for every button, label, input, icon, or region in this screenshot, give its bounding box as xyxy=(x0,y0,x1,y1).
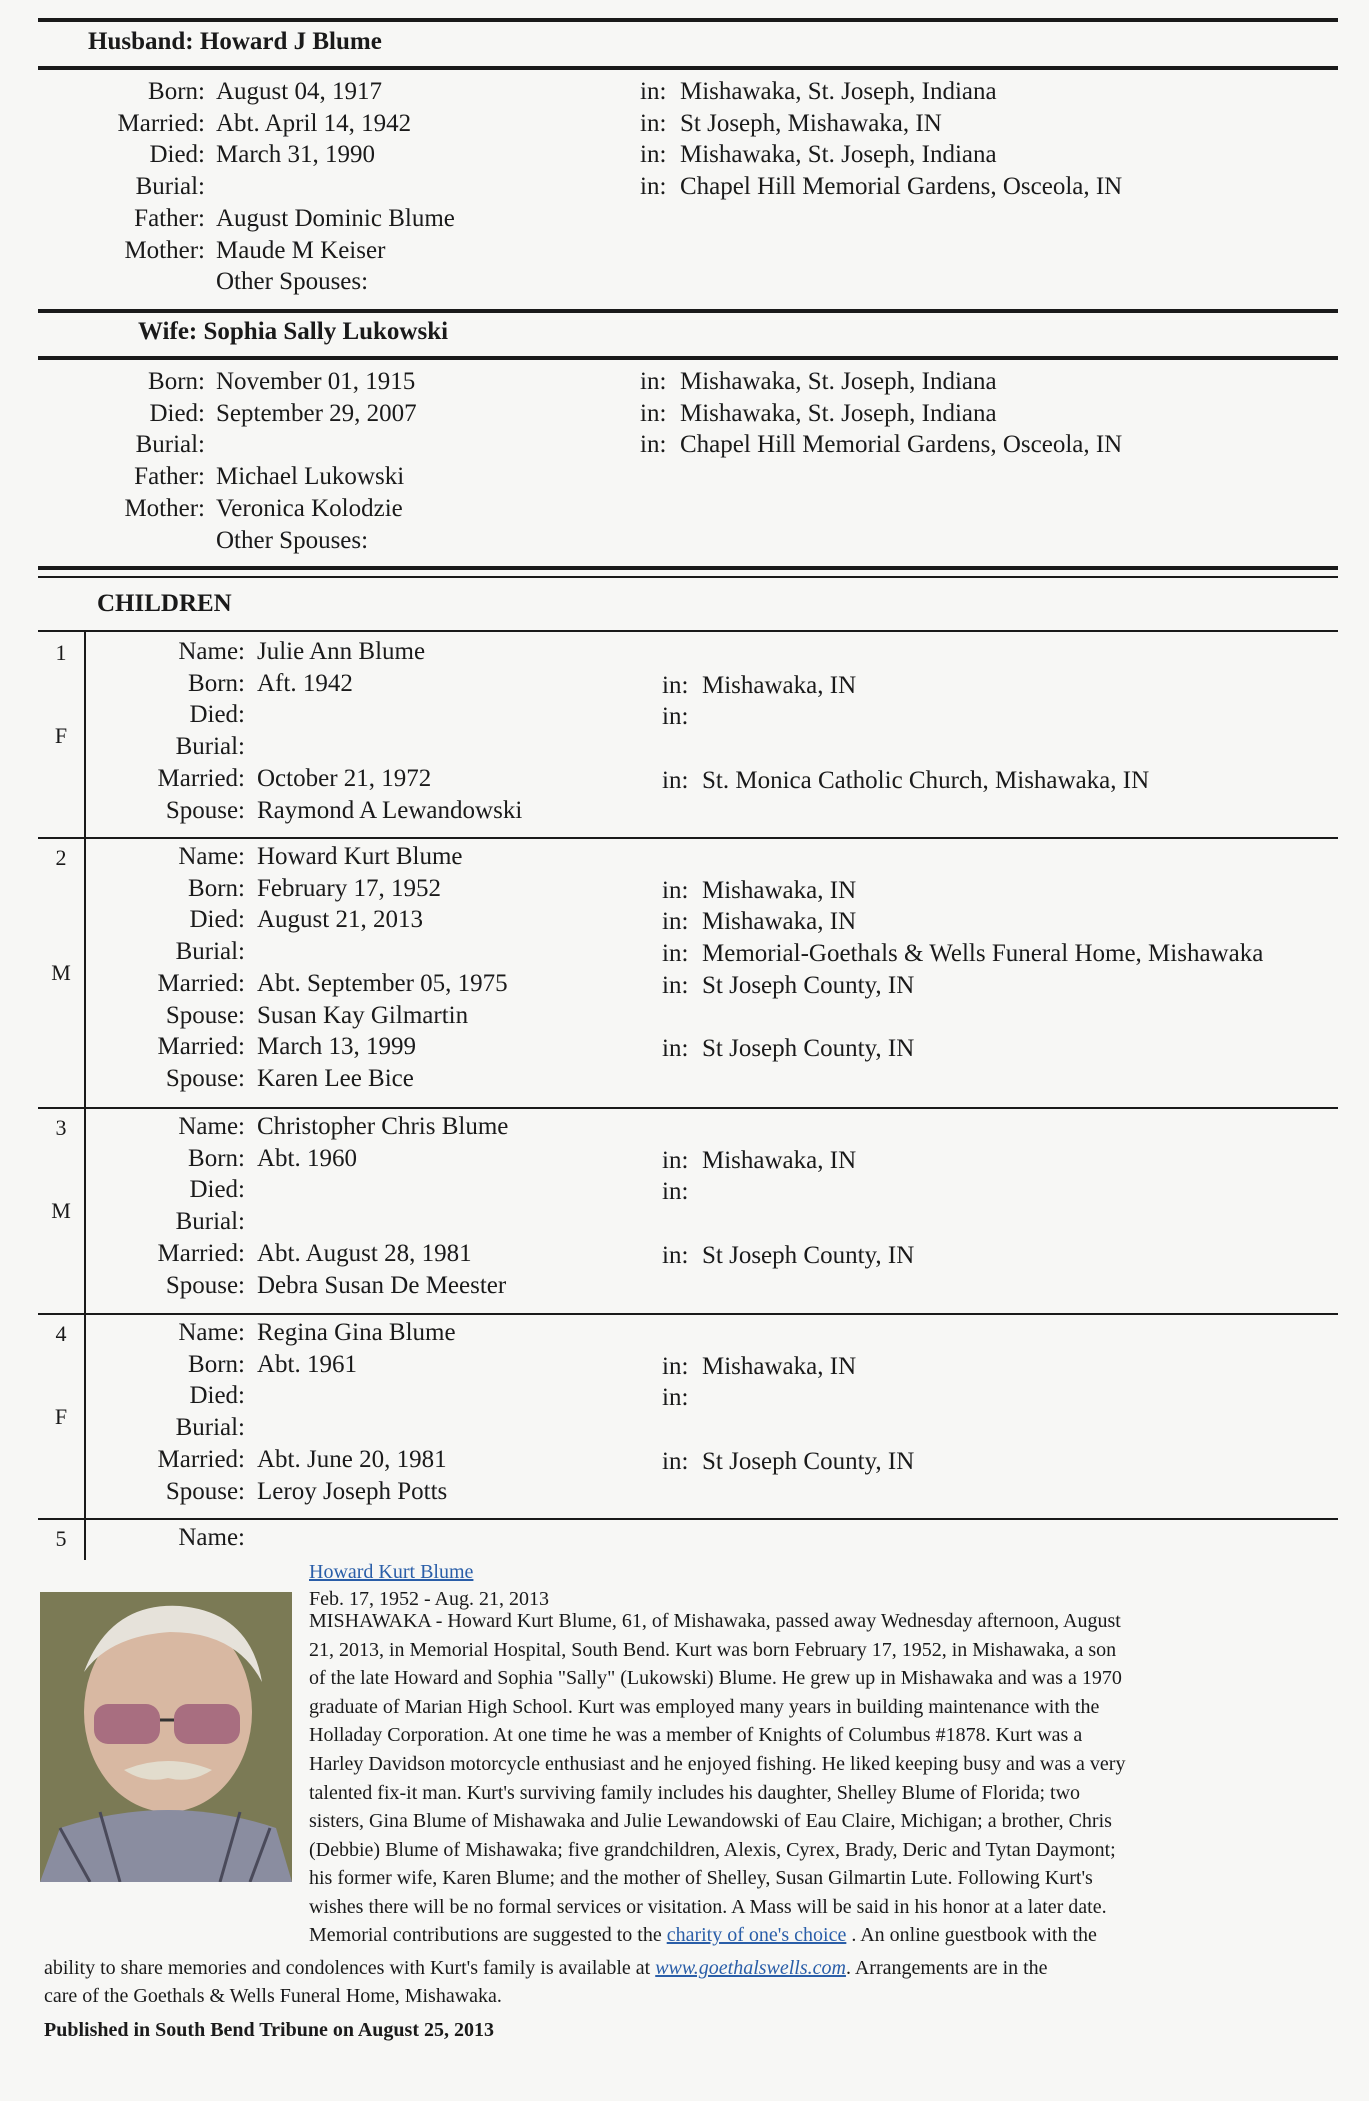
obituary-line: MISHAWAKA - Howard Kurt Blume, 61, of Mishawaka, passed away Wednesday afternoon, August xyxy=(309,1610,1121,1632)
child-divider xyxy=(38,1313,1338,1315)
in-label: in: xyxy=(662,1241,689,1269)
obituary-memorial-line xyxy=(309,1925,1097,1947)
share-text-end: . Arrangements are in the xyxy=(845,1957,1048,1979)
child-number: 3 xyxy=(55,1115,67,1140)
in-label: in: xyxy=(640,399,667,427)
obituary-dates: Feb. 17, 1952 - Aug. 21, 2013 xyxy=(309,1588,549,1610)
in-label: in: xyxy=(662,1178,689,1206)
field-label: Married: xyxy=(117,109,205,137)
obituary-line: talented fix-it man. Kurt's surviving family includes his daughter, Shelley Blume of Florida; two xyxy=(309,1781,1081,1804)
field-label: Burial: xyxy=(135,431,205,459)
obituary-line: (Debbie) Blume of Mishawaka; five grandchildren, Alexis, Cyrex, Brady, Deric and Tytan Daymont; xyxy=(309,1838,1116,1861)
child-field-label: Burial: xyxy=(175,1208,245,1236)
field-value: Veronica Kolodzie xyxy=(216,494,403,522)
in-label: in: xyxy=(662,940,689,968)
child-field-value: Debra Susan De Meester xyxy=(257,1271,507,1299)
place-value: Mishawaka, St. Joseph, Indiana xyxy=(680,368,997,395)
husband-name: Howard J Blume xyxy=(199,28,382,55)
published-note: Published in South Bend Tribune on August 25, 2013 xyxy=(44,2019,494,2041)
child-field-value: October 21, 1972 xyxy=(257,764,432,792)
top-rule xyxy=(38,18,1338,22)
child-field-value: Raymond A Lewandowski xyxy=(257,796,523,824)
child-field-value: Abt. June 20, 1981 xyxy=(257,1445,447,1473)
field-value: Other Spouses: xyxy=(216,526,369,554)
child-divider xyxy=(38,1107,1338,1109)
child-number: 5 xyxy=(55,1526,67,1551)
field-label: Father: xyxy=(134,204,205,232)
wife-name: Sophia Sally Lukowski xyxy=(203,318,449,345)
child-field-label: Name: xyxy=(178,843,245,870)
child-divider xyxy=(38,837,1338,839)
obituary-care-line: care of the Goethals & Wells Funeral Home, Mishawaka. xyxy=(44,1985,502,2007)
child-field-value: Abt. August 28, 1981 xyxy=(257,1239,472,1267)
child-field-value: Karen Lee Bice xyxy=(257,1064,414,1092)
child-field-label: Name: xyxy=(178,1113,245,1140)
child-field-label: Name: xyxy=(178,638,245,665)
child-field-value: Regina Gina Blume xyxy=(257,1319,456,1346)
child-field-label: Married: xyxy=(157,969,245,997)
in-label: in: xyxy=(662,1384,689,1412)
husband-rule xyxy=(38,66,1338,70)
place-value: St. Monica Catholic Church, Mishawaka, IN xyxy=(702,766,1150,794)
obituary-name-link[interactable] xyxy=(309,1562,473,1584)
child-field-label: Died: xyxy=(189,906,245,934)
field-label: Father: xyxy=(134,463,205,491)
child-field-label: Spouse: xyxy=(165,1064,245,1092)
husband-heading-label: Husband: xyxy=(88,28,194,55)
child-sex: M xyxy=(51,960,71,985)
child-field-label: Spouse: xyxy=(165,1001,245,1029)
wife-top-rule xyxy=(38,309,1338,313)
in-label: in: xyxy=(662,1146,689,1174)
in-label: in: xyxy=(662,766,689,794)
field-value: August 04, 1917 xyxy=(216,78,382,105)
child-field-value: Abt. 1961 xyxy=(257,1350,357,1378)
child-field-label: Died: xyxy=(189,1176,245,1204)
field-value: September 29, 2007 xyxy=(216,399,417,427)
children-heading: CHILDREN xyxy=(97,590,232,617)
obituary-share-line xyxy=(44,1958,1048,1980)
in-label: in: xyxy=(662,1035,689,1063)
field-value: November 01, 1915 xyxy=(216,368,416,395)
child-field-value: Abt. 1960 xyxy=(257,1144,357,1172)
in-label: in: xyxy=(662,671,689,699)
child-sex: F xyxy=(54,722,68,748)
child-field-label: Born: xyxy=(188,1144,245,1172)
field-value: Michael Lukowski xyxy=(216,463,405,491)
child-number: 1 xyxy=(55,640,67,665)
field-label: Born: xyxy=(148,368,205,395)
place-value: St Joseph County, IN xyxy=(702,1447,915,1475)
place-value: Mishawaka, St. Joseph, Indiana xyxy=(680,399,997,427)
children-top-rule xyxy=(38,566,1338,570)
child-field-label: Born: xyxy=(188,1350,245,1378)
in-label: in: xyxy=(662,703,689,731)
child-field-value: Abt. September 05, 1975 xyxy=(257,969,508,997)
child-field-value: February 17, 1952 xyxy=(257,874,441,902)
place-value: Chapel Hill Memorial Gardens, Osceola, IN xyxy=(680,431,1123,459)
obituary-line: of the late Howard and Sophia "Sally" (Lukowski) Blume. He grew up in Mishawaka and was a 1970 xyxy=(309,1667,1122,1690)
field-value: August Dominic Blume xyxy=(216,204,455,232)
field-label: Born: xyxy=(148,78,205,105)
child-field-label: Spouse: xyxy=(165,1271,245,1299)
in-label: in: xyxy=(662,876,689,904)
place-value: St Joseph County, IN xyxy=(702,971,915,999)
child-divider xyxy=(38,1518,1338,1520)
field-label: Mother: xyxy=(124,236,205,264)
portrait-photo xyxy=(40,1592,292,1882)
in-label: in: xyxy=(662,1352,689,1380)
child-field-value: Howard Kurt Blume xyxy=(257,843,463,870)
place-value: St Joseph, Mishawaka, IN xyxy=(680,109,942,137)
obituary-line: graduate of Marian High School. Kurt was employed many years in building maintenance with the xyxy=(309,1695,1100,1718)
place-value: Memorial-Goethals & Wells Funeral Home, Mishawaka xyxy=(702,940,1264,968)
wife-rule xyxy=(38,356,1338,360)
children-table-top xyxy=(38,630,1338,632)
memorial-text: Memorial contributions are suggested to the xyxy=(309,1924,667,1946)
child-field-label: Burial: xyxy=(175,1414,245,1442)
children-top-rule-2 xyxy=(38,576,1338,578)
child-field-label: Born: xyxy=(188,669,245,697)
place-value: Mishawaka, IN xyxy=(702,876,857,904)
in-label: in: xyxy=(662,1447,689,1475)
child-field-value: Aft. 1942 xyxy=(257,669,353,697)
in-label: in: xyxy=(662,908,689,936)
child-field-label: Married: xyxy=(157,1239,245,1267)
child-field-label: Married: xyxy=(157,1445,245,1473)
place-value: St Joseph County, IN xyxy=(702,1035,915,1063)
in-label: in: xyxy=(640,173,667,201)
place-value: Mishawaka, IN xyxy=(702,1146,857,1174)
child-field-label: Born: xyxy=(188,874,245,902)
obituary-line: 21, 2013, in Memorial Hospital, South Bend. Kurt was born February 17, 1952, in Mishawaka, a son xyxy=(309,1638,1117,1661)
obituary-line: sisters, Gina Blume of Mishawaka and Julie Lewandowski of Eau Claire, Michigan; a brother, Chris xyxy=(309,1810,1112,1833)
obituary-line: his former wife, Karen Blume; and the mother of Shelley, Susan Gilmartin Lute. Following Kurt's xyxy=(309,1867,1093,1890)
child-field-label: Burial: xyxy=(175,733,245,761)
child-field-label: Died: xyxy=(189,701,245,729)
child-field-label: Name: xyxy=(178,1319,245,1346)
place-value: Chapel Hill Memorial Gardens, Osceola, IN xyxy=(680,173,1123,201)
memorial-text-end: . An online guestbook with the xyxy=(846,1924,1097,1946)
place-value: Mishawaka, IN xyxy=(702,1352,857,1380)
obituary-line: Harley Davidson motorcycle enthusiast and he enjoyed fishing. He liked keeping busy and was a very xyxy=(309,1753,1126,1775)
child-field-value: Julie Ann Blume xyxy=(257,638,426,665)
child-field-value: Christopher Chris Blume xyxy=(257,1113,509,1140)
field-label: Died: xyxy=(149,141,205,169)
child-field-value: August 21, 2013 xyxy=(257,906,423,934)
field-value: Maude M Keiser xyxy=(216,236,386,264)
wife-heading-label: Wife: xyxy=(138,318,198,345)
child-field-label: Married: xyxy=(157,764,245,792)
child-field-value: March 13, 1999 xyxy=(257,1033,416,1061)
in-label: in: xyxy=(662,971,689,999)
child-field-value: Leroy Joseph Potts xyxy=(257,1477,448,1505)
place-value: Mishawaka, IN xyxy=(702,671,857,699)
child-number: 4 xyxy=(55,1321,67,1346)
child-number: 2 xyxy=(55,845,67,870)
field-label: Mother: xyxy=(124,494,205,522)
obituary-name[interactable]: Howard Kurt Blume xyxy=(309,1561,474,1583)
in-label: in: xyxy=(640,368,667,395)
place-value: Mishawaka, St. Joseph, Indiana xyxy=(680,78,997,105)
place-value: Mishawaka, IN xyxy=(702,908,857,936)
child-field-label: Spouse: xyxy=(165,796,245,824)
child-field-label: Name: xyxy=(178,1524,245,1551)
field-label: Died: xyxy=(149,399,205,427)
field-value: Other Spouses: xyxy=(216,268,369,296)
share-text: ability to share memories and condolences with Kurt's family is available at xyxy=(44,1957,656,1979)
husband-heading xyxy=(88,28,382,56)
field-value: Abt. April 14, 1942 xyxy=(216,109,412,137)
obituary-line: Holladay Corporation. At one time he was a member of Knights of Columbus #1878. Kurt was a xyxy=(309,1724,1083,1747)
field-label: Burial: xyxy=(135,173,205,201)
website-link[interactable]: www.goethalswells.com xyxy=(655,1957,846,1979)
place-value: St Joseph County, IN xyxy=(702,1241,915,1269)
child-field-value: Susan Kay Gilmartin xyxy=(257,1001,469,1029)
in-label: in: xyxy=(640,78,667,105)
child-sex: M xyxy=(51,1198,71,1223)
child-sex: F xyxy=(54,1403,68,1429)
child-field-label: Died: xyxy=(189,1382,245,1410)
child-field-label: Spouse: xyxy=(165,1477,245,1505)
in-label: in: xyxy=(640,141,667,169)
wife-heading xyxy=(138,318,448,346)
charity-link[interactable]: charity of one's choice xyxy=(666,1924,847,1946)
obituary-line: wishes there will be no formal services or visitation. A Mass will be said in his honor at a later date. xyxy=(309,1896,1107,1918)
child-field-label: Married: xyxy=(157,1033,245,1061)
in-label: in: xyxy=(640,431,667,459)
place-value: Mishawaka, St. Joseph, Indiana xyxy=(680,141,997,169)
field-value: March 31, 1990 xyxy=(216,141,375,169)
in-label: in: xyxy=(640,109,667,137)
child-field-label: Burial: xyxy=(175,938,245,966)
